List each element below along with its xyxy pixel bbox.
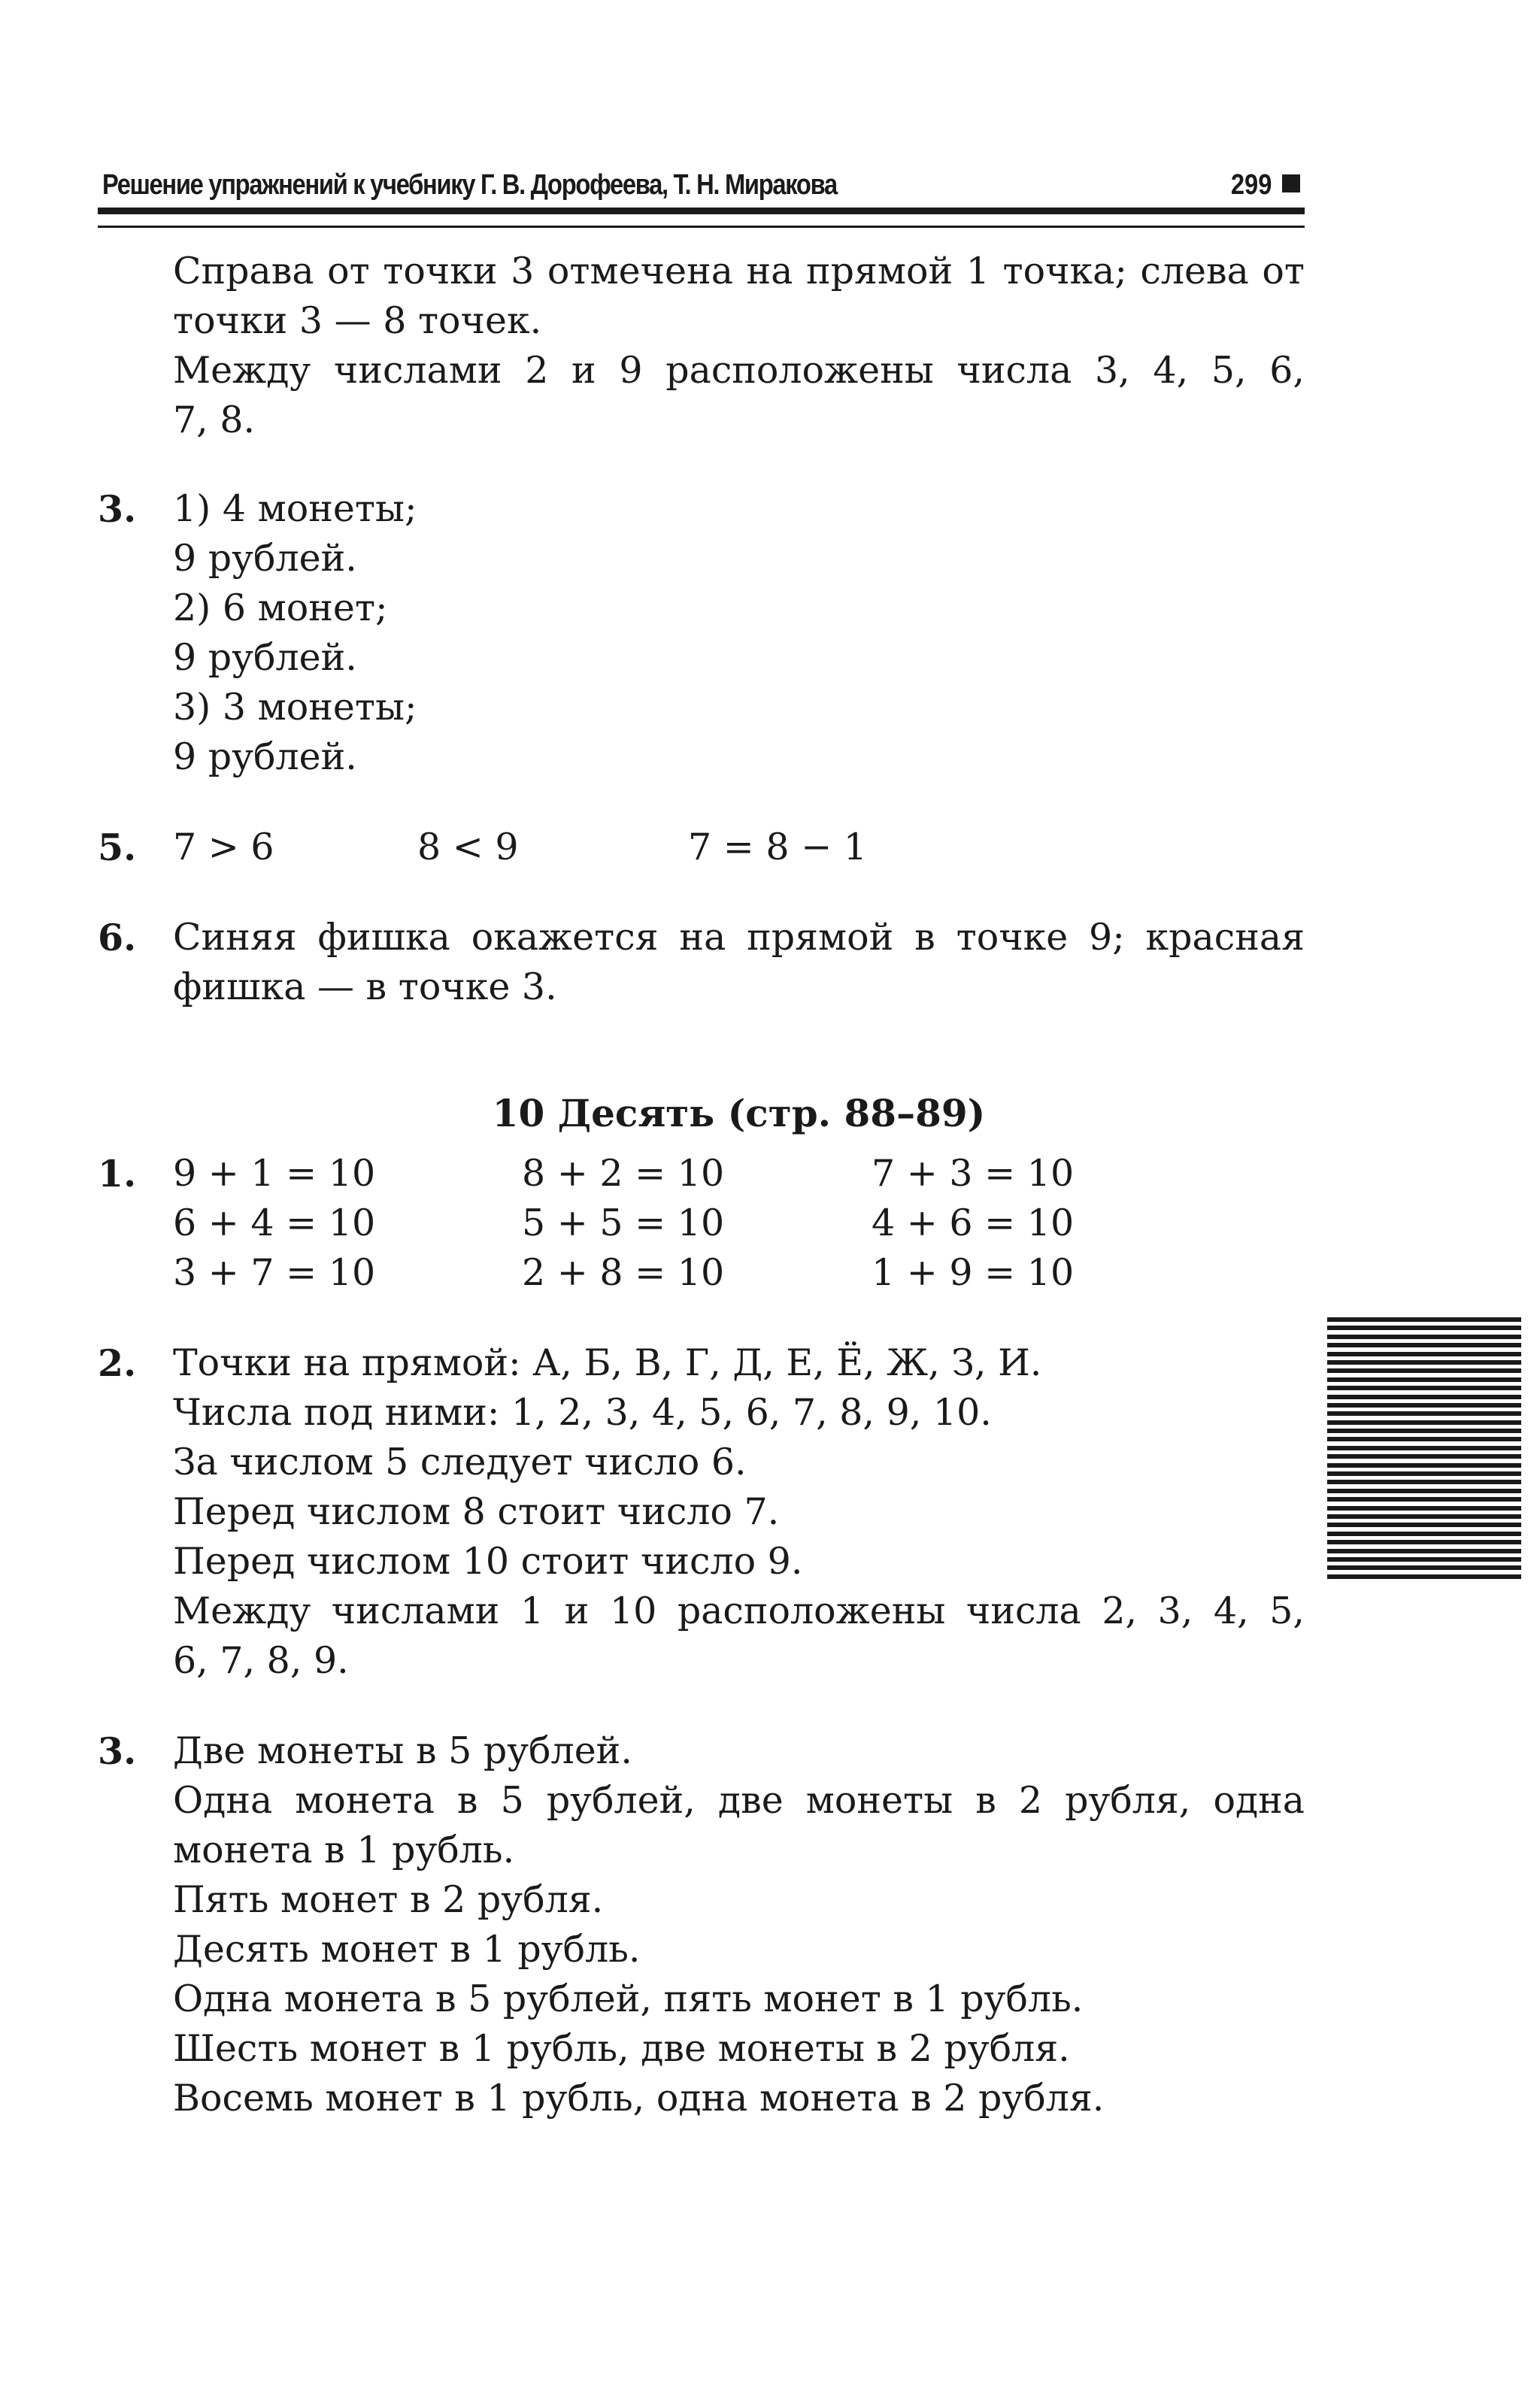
text-line: За числом 5 следует число 6.	[173, 1441, 747, 1483]
exercise-number: 1.	[98, 1152, 137, 1196]
comparison-item: 7 > 6	[173, 826, 274, 868]
text-line: Восемь монет в 1 рубль, одна монета в 2 рубля.	[173, 2077, 1105, 2120]
text-line: Одна монета в 5 рублей, две монеты в 2 рубля, одна	[173, 1779, 1305, 1822]
text-line: Числа под ними: 1, 2, 3, 4, 5, 6, 7, 8, 9, 10.	[173, 1391, 992, 1434]
header-rule-thin	[98, 226, 1305, 228]
text-line: Синяя фишка окажется на прямой в точке 9; красная	[173, 916, 1305, 959]
text-line: 3) 3 монеты;	[173, 686, 417, 729]
running-header	[98, 164, 1305, 206]
text-line: фишка — в точке 3.	[173, 965, 557, 1008]
text-line: монета в 1 рубль.	[173, 1829, 515, 1871]
exercise-5-comparisons	[98, 823, 1305, 872]
equation-row	[173, 1248, 1305, 1298]
text-line: 6, 7, 8, 9.	[173, 1639, 349, 1682]
equation: 4 + 6 = 10	[872, 1202, 1075, 1244]
comparison-row	[173, 823, 1305, 872]
text-line: Точки на прямой: А, Б, В, Г, Д, Е, Ё, Ж, З, И.	[173, 1341, 1042, 1384]
intro-block	[98, 247, 1305, 445]
equation-row	[173, 1199, 1305, 1248]
equation-row	[173, 1149, 1305, 1199]
exercise-number: 6.	[98, 916, 137, 959]
text-line: Шесть монет в 1 рубль, две монеты в 2 рубля.	[173, 2027, 1070, 2070]
text-line: Перед числом 8 стоит число 7.	[173, 1490, 780, 1533]
page-number: 299	[1230, 169, 1272, 201]
equation: 9 + 1 = 10	[173, 1152, 376, 1195]
equation: 6 + 4 = 10	[173, 1202, 376, 1244]
exercise-number: 3.	[98, 487, 137, 531]
exercise-number: 5.	[98, 826, 137, 869]
equation: 3 + 7 = 10	[173, 1251, 376, 1294]
equation: 7 + 3 = 10	[872, 1152, 1075, 1195]
exercise-1-sums	[98, 1149, 1305, 1298]
text-line: 7, 8.	[173, 398, 256, 441]
exercise-number: 2.	[98, 1341, 137, 1385]
exercise-3-coin-combinations	[98, 1726, 1305, 2123]
text-line: Справа от точки 3 отмечена на прямой 1 точка; слева от	[173, 250, 1305, 292]
equation: 8 + 2 = 10	[522, 1152, 725, 1195]
text-line: 2) 6 монет;	[173, 586, 388, 629]
comparison-item: 7 = 8 − 1	[688, 826, 867, 868]
text-line: Две монеты в 5 рублей.	[173, 1729, 632, 1772]
text-line: Между числами 2 и 9 расположены числа 3, 4, 5, 6,	[173, 349, 1305, 392]
exercise-2-number-line	[98, 1338, 1305, 1686]
text-line: Между числами 1 и 10 расположены числа 2, 3, 4, 5,	[173, 1589, 1305, 1632]
header-rule-thick	[98, 208, 1305, 214]
equation: 2 + 8 = 10	[522, 1251, 725, 1294]
header-square-icon	[1282, 174, 1300, 192]
text-line: Одна монета в 5 рублей, пять монет в 1 рубль.	[173, 1977, 1084, 2020]
equation: 5 + 5 = 10	[522, 1202, 725, 1244]
text-line: 9 рублей.	[173, 735, 357, 778]
text-line: Перед числом 10 стоит число 9.	[173, 1540, 803, 1583]
section-title: 10 Десять (стр. 88–89)	[492, 1091, 986, 1135]
exercise-number: 3.	[98, 1729, 137, 1773]
equation: 1 + 9 = 10	[872, 1251, 1075, 1294]
text-line: Пять монет в 2 рубля.	[173, 1878, 604, 1921]
edge-thumb-index-stripes	[1327, 1317, 1521, 1582]
running-header-title: Решение упражнений к учебнику Г. В. Дорофеева, Т. Н. Миракова	[102, 169, 837, 201]
text-line: 9 рублей.	[173, 537, 357, 580]
exercise-6-chips	[98, 913, 1305, 1012]
text-line: точки 3 — 8 точек.	[173, 299, 542, 342]
text-line: 9 рублей.	[173, 636, 357, 679]
comparison-item: 8 < 9	[417, 826, 519, 868]
page-content	[98, 247, 1305, 2123]
text-line: Десять монет в 1 рубль.	[173, 1928, 641, 1971]
text-line: 1) 4 монеты;	[173, 487, 417, 530]
exercise-3-coins-count	[98, 484, 1305, 782]
